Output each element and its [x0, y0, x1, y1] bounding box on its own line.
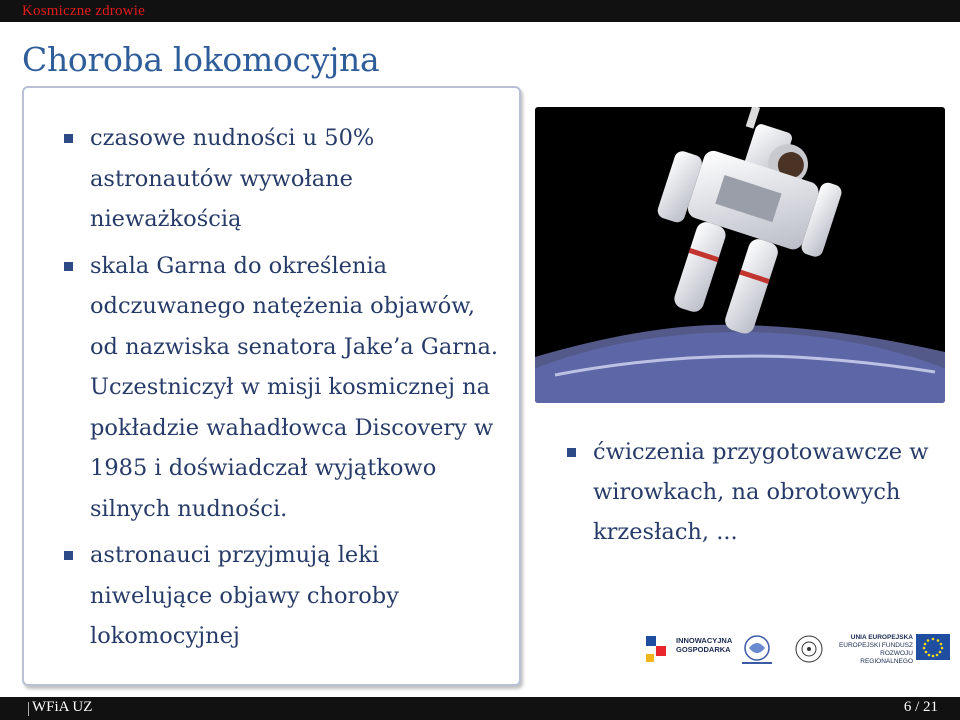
section-title: Kosmiczne zdrowie [22, 3, 145, 19]
astronaut-photo [535, 107, 945, 403]
logo-text: INNOWACYJNA [676, 636, 733, 645]
list-item-text: czasowe nudności u 50% astronautów wywołane nieważkością [90, 125, 375, 232]
right-bullet-list [567, 432, 952, 552]
list-item [62, 246, 502, 530]
list-item [567, 432, 952, 552]
content-box [22, 86, 521, 686]
faculty-seal-icon [794, 632, 824, 666]
footer-separator [28, 702, 29, 716]
logo-text: EUROPEJSKI FUNDUSZ [838, 642, 913, 649]
list-item [62, 535, 502, 657]
square-bullet-icon [64, 262, 73, 271]
list-item-text: skala Garna do określenia odczuwanego natężenia objawów, od nazwiska senatora Jake’a Garna. Uczestniczył w misji kosmicznej na pokładzie wahadłowca Discovery w 1985 i doświadczał wyjątkowo silnych nudności. [90, 252, 499, 522]
page-number: 6 / 21 [903, 699, 938, 715]
footer-institution [32, 699, 92, 716]
slide-title: Choroba lokomocyjna [22, 40, 380, 79]
left-bullet-list [62, 118, 502, 663]
logo-text: UNIA EUROPEJSKA [850, 634, 913, 641]
astronaut-image-icon [535, 107, 945, 403]
innovation-logo-text [676, 636, 732, 654]
list-item-text: astronauci przyjmują leki niwelujące objawy choroby lokomocyjnej [90, 542, 399, 649]
list-item-text: ćwiczenia przygotowawcze w wirowkach, na obrotowych krzesłach, ... [593, 439, 929, 545]
footer-bar [0, 697, 960, 720]
list-item [62, 118, 502, 240]
square-bullet-icon [64, 134, 73, 143]
university-logo-icon [738, 632, 776, 666]
sponsor-logos [642, 630, 952, 670]
eu-logo-text [838, 634, 913, 666]
footer-institution-text: WFiA UZ [32, 699, 93, 715]
header-bar [0, 0, 960, 22]
logo-text: ROZWOJU REGIONALNEGO [860, 650, 913, 665]
logo-text: GOSPODARKA [676, 645, 731, 654]
eu-flag-icon [916, 634, 950, 660]
square-bullet-icon [64, 551, 73, 560]
innovation-logo-icon [642, 632, 672, 666]
square-bullet-icon [567, 448, 576, 457]
